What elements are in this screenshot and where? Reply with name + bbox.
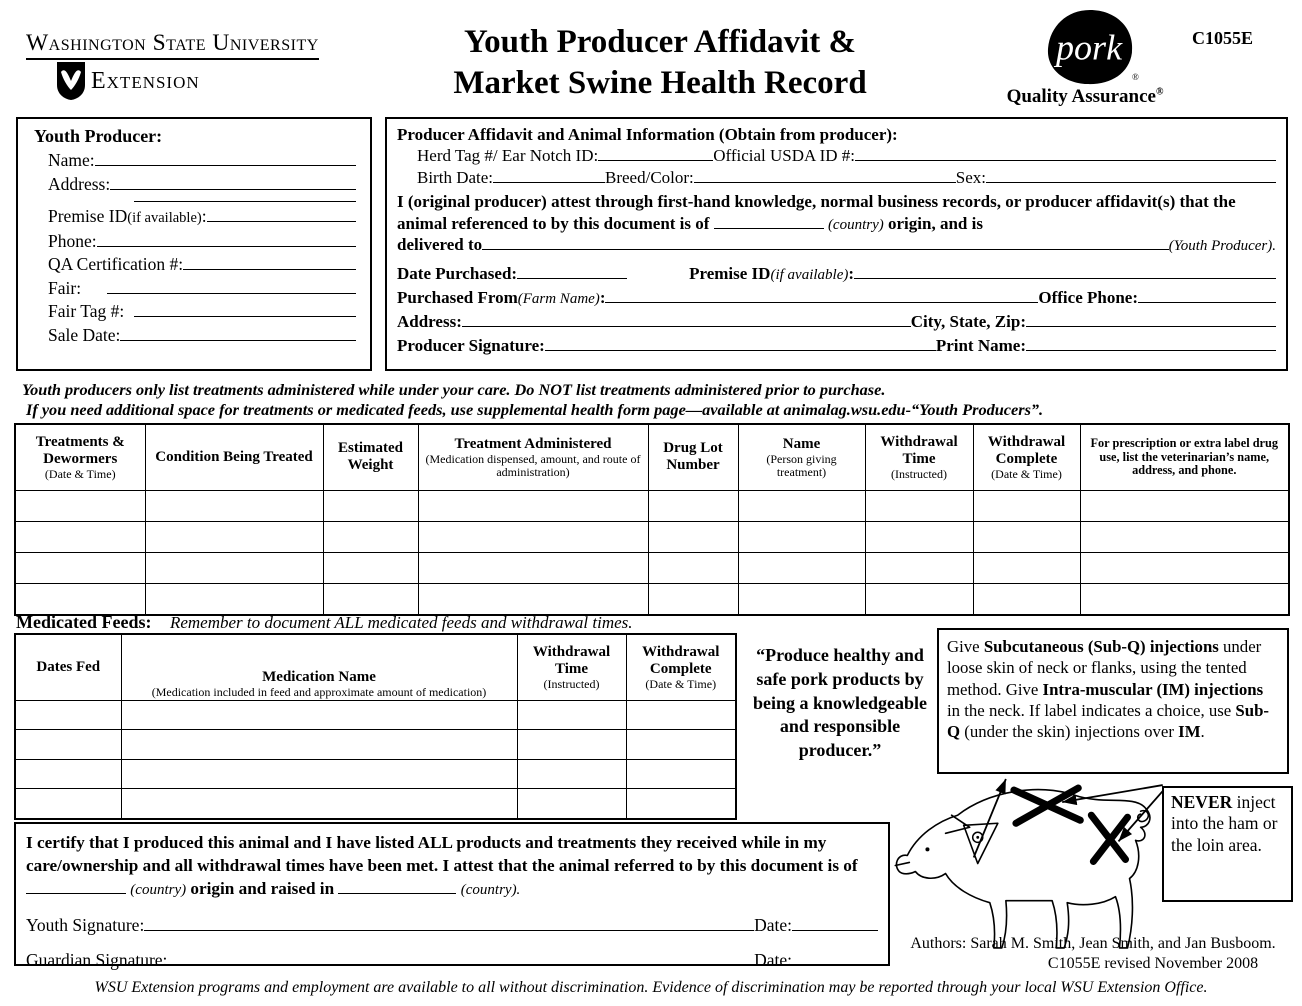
arrow-to-injection-box <box>974 779 1006 857</box>
field-qa-certification: QA Certification #: <box>48 255 356 273</box>
field-premise-id: Premise ID (if available) : <box>48 207 356 226</box>
col-condition-treated: Condition Being Treated <box>145 424 323 490</box>
loin-x-mark <box>1014 788 1080 823</box>
field-producer-signature: Producer Signature: Print Name: <box>397 337 1276 356</box>
form-title <box>400 22 920 105</box>
authors-line: Authors: Sarah M. Smith, Jean Smith, and Jan Busboom. <box>910 935 1276 952</box>
field-producer-address: Address: City, State, Zip: <box>397 313 1276 332</box>
form-title-line2: Market Swine Health Record <box>453 65 867 102</box>
col-treatment-administered: Treatment Administered (Medication dispensed, amount, and route of administration) <box>418 424 648 490</box>
col-medication-name: Medication Name (Medication included in feed and approximate amount of medication) <box>121 634 517 700</box>
col-feed-withdrawal-time: Withdrawal Time (Instructed) <box>517 634 626 700</box>
medicated-feeds-note: Remember to document ALL medicated feeds and withdrawal times. <box>169 613 633 632</box>
certification-paragraph: I certify that I produced this animal and I have listed ALL products and treatments they received while in my care/ownership and all withdrawal times have been met. I attest that the animal referred to by this document is of (country) origin and raised in (country). <box>26 833 858 898</box>
quality-assurance-label: Quality Assurance® <box>1006 86 1164 107</box>
field-fair-tag: Fair Tag #: <box>48 302 356 320</box>
field-date-purchased: Date Purchased: Premise ID (if available) : <box>397 265 1276 284</box>
field-name: Name: <box>48 151 356 169</box>
treatments-note-line2: If you need additional space for treatments or medicated feeds, use supplemental health form page—available at animalag.wsu.edu-“Youth Producers”. <box>26 400 1044 419</box>
injection-site-dot <box>976 836 979 839</box>
medicated-feeds-table <box>14 633 737 820</box>
treatments-note-line1: Youth producers only list treatments administered while under your care. Do NOT list treatments administered prior to purchase. <box>22 380 886 399</box>
treatments-empty-row <box>15 521 1289 552</box>
col-feed-withdrawal-complete: Withdrawal Complete (Date & Time) <box>626 634 736 700</box>
medicated-feeds-heading: Medicated Feeds: Remember to document ALL medicated feeds and withdrawal times. <box>16 612 633 632</box>
wsu-shield-icon <box>56 61 86 101</box>
pork-logo-icon <box>1040 8 1140 86</box>
wsu-extension-logo <box>26 30 386 101</box>
youth-producer-box <box>16 117 372 371</box>
col-withdrawal-time: Withdrawal Time (Instructed) <box>865 424 973 490</box>
medicated-feeds-empty-row <box>15 789 736 819</box>
certification-box <box>14 822 890 970</box>
pork-registered-mark: ® <box>1132 72 1139 82</box>
treatments-table <box>14 423 1290 616</box>
wsu-wordmark: Washington State University <box>26 30 319 60</box>
field-delivered-to: delivered to (Youth Producer). <box>397 234 1276 254</box>
field-guardian-signature: Guardian Signature: Date: <box>26 950 878 971</box>
attest-paragraph: I (original producer) attest through first-hand knowledge, normal business records, or producer affidavit(s) that the animal referenced to by this document is of (country) origin, and is <box>397 192 1236 234</box>
treatments-empty-row <box>15 583 1289 615</box>
col-person-name: Name (Person giving treatment) <box>738 424 865 490</box>
pig-outline <box>896 790 1149 948</box>
treatments-empty-row <box>15 490 1289 521</box>
medicated-feeds-empty-row <box>15 700 736 730</box>
field-phone: Phone: <box>48 232 356 250</box>
col-dates-fed: Dates Fed <box>15 634 121 700</box>
credits <box>893 934 1293 974</box>
col-estimated-weight: Estimated Weight <box>323 424 418 490</box>
injection-instructions-box: Give Subcutaneous (Sub-Q) injections under loose skin of neck or flanks, using the tented method. Give Intra-muscular (IM) injections in the neck. If label indicates a choice, use Sub-Q (under the skin) injections over IM. <box>937 628 1289 774</box>
pork-word: pork <box>1055 27 1123 68</box>
field-purchased-from: Purchased From (Farm Name) : Office Phone: <box>397 289 1276 308</box>
never-inject-box: NEVER inject into the ham or the loin area. <box>1162 786 1293 902</box>
field-address: Address: <box>48 175 356 193</box>
field-birth-date: Birth Date: Breed/Color: Sex: <box>397 169 1276 188</box>
field-address-line2 <box>48 198 356 202</box>
treatments-empty-row <box>15 552 1289 583</box>
quote-text: “Produce healthy and safe pork products by being a knowledgeable and responsible producer.” <box>752 645 928 760</box>
field-sale-date: Sale Date: <box>48 326 356 344</box>
pig-mouth <box>895 862 909 865</box>
col-withdrawal-complete: Withdrawal Complete (Date & Time) <box>973 424 1080 490</box>
youth-producer-heading: Youth Producer: <box>34 126 163 146</box>
col-treatments-dewormers: Treatments & Dewormers (Date & Time) <box>15 424 145 490</box>
wsu-extension-label: Extension <box>91 67 200 94</box>
producer-affidavit-box <box>385 117 1288 371</box>
field-fair: Fair: <box>48 279 356 297</box>
revision-line: C1055E revised November 2008 <box>1047 955 1259 972</box>
medicated-feeds-empty-row <box>15 730 736 760</box>
affidavit-heading: Producer Affidavit and Animal Information (Obtain from producer): <box>397 125 898 144</box>
col-vet-info: For prescription or extra label drug use, list the veterinarian’s name, address, and phone. <box>1080 424 1289 490</box>
field-youth-signature: Youth Signature: Date: <box>26 915 878 936</box>
col-drug-lot-number: Drug Lot Number <box>648 424 738 490</box>
field-herd-tag: Herd Tag #/ Ear Notch ID: Official USDA ID #: <box>397 147 1276 166</box>
footer-discrimination-notice: WSU Extension programs and employment are available to all without discrimination. Evidence of discrimination may be reported through your local WSU Extension Office. <box>94 979 1208 996</box>
neck-injection-triangle <box>964 823 998 863</box>
doc-code: C1055E <box>1192 28 1254 48</box>
form-title-line1: Youth Producer Affidavit & <box>463 24 857 60</box>
medicated-feeds-empty-row <box>15 759 736 789</box>
pig-eye <box>925 847 929 851</box>
